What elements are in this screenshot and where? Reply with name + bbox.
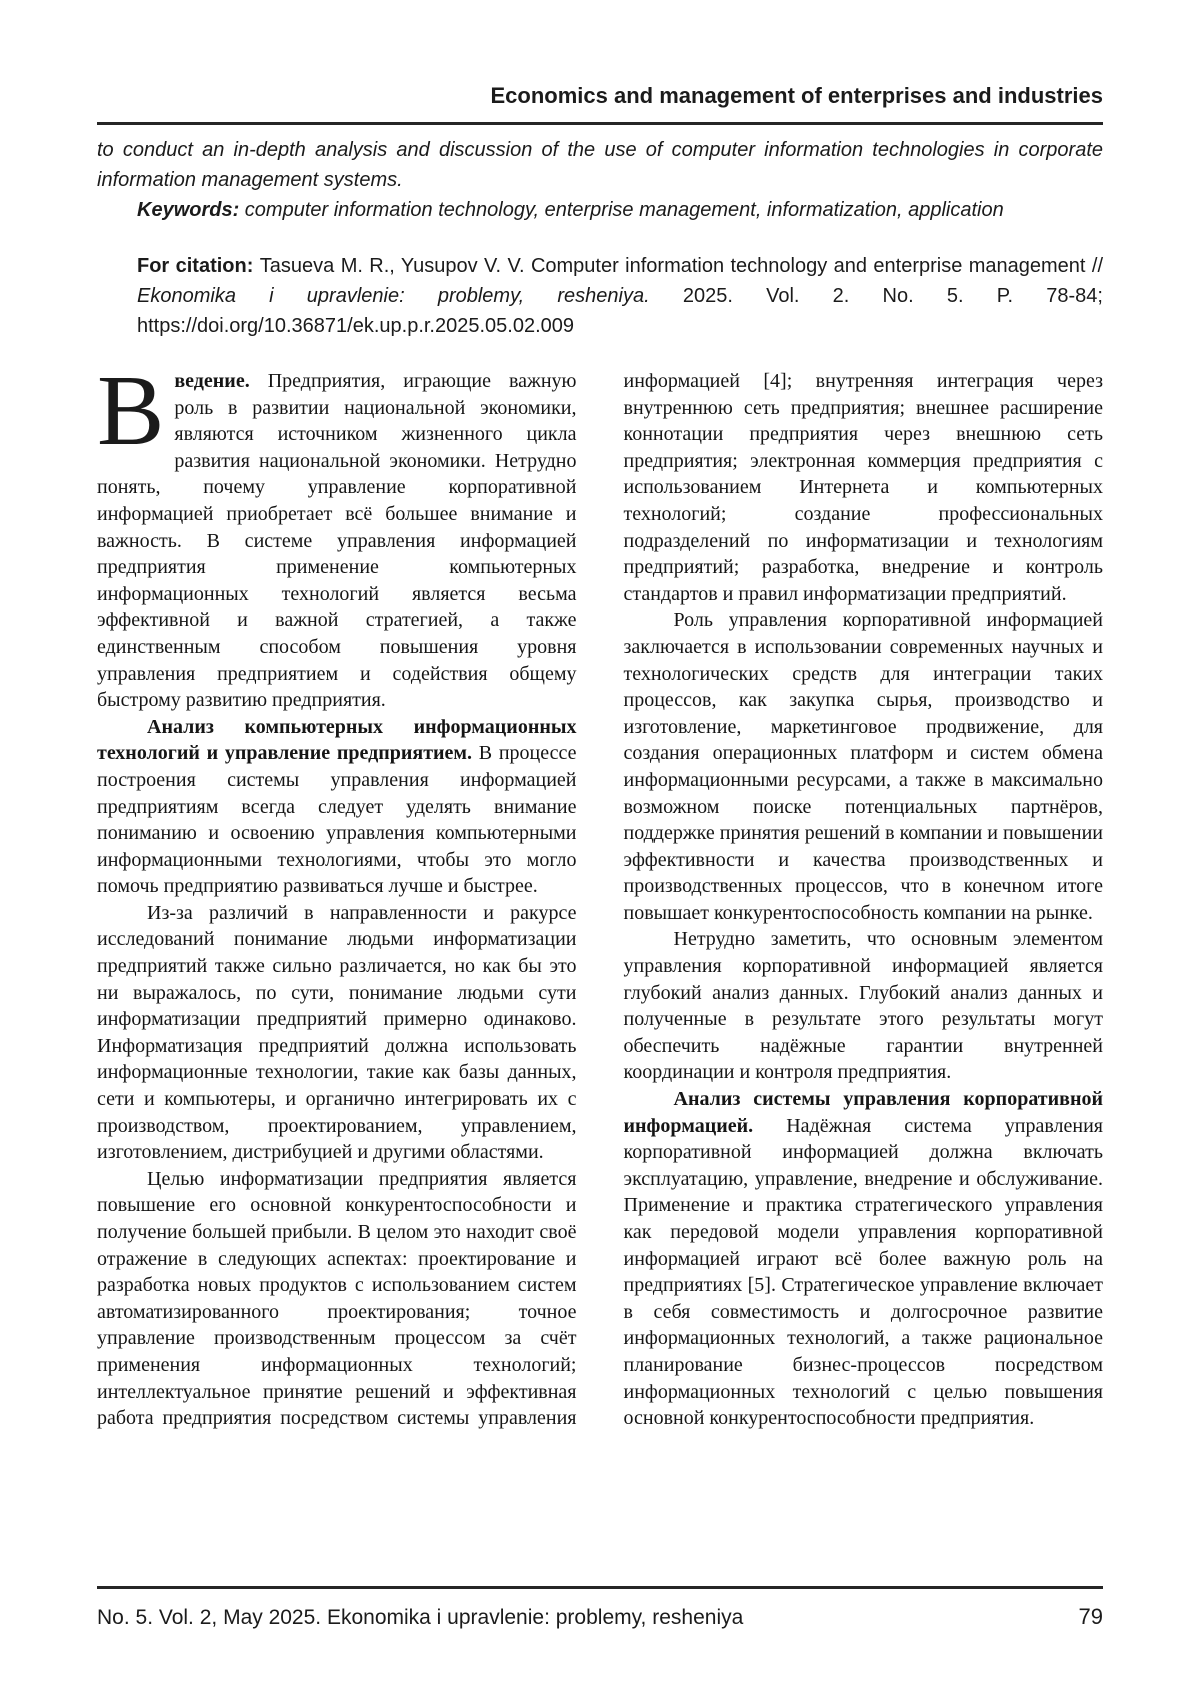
abstract-continuation: to conduct an in-depth analysis and discussion of the use of computer information technologies in corporate information management systems. bbox=[97, 139, 1103, 191]
paragraph-text: Роль управления корпоративной информацией заключается в использовании современных научных и технологических средств для интеграции таких процессов, как закупка сырья, производство и изготовление, маркетинговое продвижение, для создания операционных платформ и систем обмена информационными ресурсами, а также в максимально возможном поиске потенциальных партнёров, поддержке принятия решений в компании и повышении эффективности и качества производственных и производственных процессов, что в конечном итоге повышает конкурентоспособность компании на рынке. bbox=[623, 609, 1103, 924]
body-paragraph bbox=[97, 1166, 577, 1432]
body-paragraph bbox=[97, 900, 577, 1166]
citation-label: For citation: bbox=[137, 255, 260, 277]
citation-block bbox=[137, 251, 1103, 341]
paragraph-text: В процессе построения системы управления информацией предприятиям всегда следует уделять внимание пониманию и освоению управления компьютерными информационными технологиями, чтобы это могло помочь предприятию развиваться лучше и быстрее. bbox=[97, 742, 577, 898]
paragraph-bold-lead: Анализ системы управления корпоративной информацией. bbox=[623, 1088, 1103, 1137]
paragraph-text: Из-за различий в направленности и ракурсе исследований понимание людьми информатизации предприятий также сильно различается, но как бы это ни выражалось, по сути, понимание людьми сути информатизации предприятий примерно одинаково. Информатизация предприятий должна использовать информационные технологии, такие как базы данных, сети и компьютеры, и органично интегрировать их с производством, проектированием, управлением, изготовлением, дистрибуцией и другими областями. bbox=[97, 901, 577, 1164]
citation-volume-doi: 2025. Vol. 2. No. 5. P. 78-84; https://doi.org/10.36871/ek.up.p.r.2025.05.02.009 bbox=[137, 285, 1103, 337]
body-paragraph bbox=[624, 368, 1104, 607]
body-paragraph bbox=[97, 354, 577, 714]
paragraph-text: Целью информатизации предприятия является повышение его основной конкурентоспособности и получение большей прибыли. В целом это находит своё отражение в следующих аспектах: проектирование и разработка новых продуктов с использованием систем автоматизированного проектирования; точное управление производственным процессом за счёт применения информационных технологий; интеллектуальное принятие решений и эффективная работа предприятия посредством системы управления bbox=[97, 1167, 577, 1430]
footer-journal-line: No. 5. Vol. 2, May 2025. Ekonomika i upravlenie: problemy, resheniya bbox=[97, 1606, 744, 1629]
paragraph-bold-lead: ведение. bbox=[174, 370, 250, 392]
page-number: 79 bbox=[1078, 1604, 1103, 1629]
paragraph-text: Надёжная система управления корпоративной информацией должна включать эксплуатацию, управление, внедрение и обслуживание. Применение и практика стратегического управления как передовой модели управления корпоративной информацией играют всё более важную роль на предприятиях [5]. Стратегическое управление включает в себя совместимость и долгосрочное развитие информационных технологий, а также рациональное планирование бизнес-процессов посредством информационных технологий с целью повышения основной конкурентоспособности предприятия. bbox=[623, 1114, 1103, 1430]
article-body bbox=[97, 354, 1103, 1432]
paragraph-bold-lead: Анализ компьютерных информационных технологий и управление предприятием. bbox=[97, 715, 577, 765]
left-column bbox=[97, 354, 577, 1432]
keywords-text: computer information technology, enterprise management, informatization, application bbox=[239, 199, 1004, 221]
citation-source-italic: Ekonomika i upravlenie: problemy, resheniya. bbox=[137, 285, 650, 307]
paragraph-text: Предприятия, играющие важную роль в развитии национальной экономики, являются источником жизненного цикла развития национальной экономики. Нетрудно понять, почему управление корпоративной информацией приобретает всё большее внимание и важность. В системе управления информацией предприятия применение компьютерных информационных технологий является весьма эффективной и важной стратегией, а также единственным способом повышения уровня управления предприятием и содействия общему быстрому развитию предприятия. bbox=[97, 370, 577, 712]
header-rule bbox=[97, 122, 1103, 125]
drop-cap: В bbox=[97, 354, 165, 466]
keywords-line bbox=[97, 195, 1103, 225]
footer-rule bbox=[97, 1586, 1103, 1589]
paragraph-text: Нетрудно заметить, что основным элементом управления корпоративной информацией является глубокий анализ данных. Глубокий анализ данных и полученные в результате этого результаты могут обеспечить надёжные гарантии внутренней координации и контроля предприятия. bbox=[623, 928, 1103, 1084]
body-paragraph bbox=[624, 926, 1104, 1086]
body-paragraph bbox=[624, 607, 1104, 926]
paragraph-text: информацией [4]; внутренняя интеграция через внутреннюю сеть предприятия; внешнее расширение коннотации предприятия через внешнюю сеть предприятия; электронная коммерция предприятия с использованием Интернета и компьютерных технологий; создание профессиональных подразделений по информатизации и технологиям предприятий; разработка, внедрение и контроль стандартов и правил информатизации предприятий. bbox=[623, 370, 1103, 605]
body-paragraph bbox=[97, 714, 577, 900]
body-paragraph bbox=[624, 1086, 1104, 1432]
keywords-label: Keywords: bbox=[137, 199, 240, 221]
page-header bbox=[97, 84, 1103, 125]
running-head-title: Economics and management of enterprises and industries bbox=[490, 83, 1103, 108]
right-column bbox=[624, 368, 1104, 1432]
front-matter bbox=[97, 135, 1103, 341]
citation-authors-title: Tasueva M. R., Yusupov V. V. Computer information technology and enterprise management // bbox=[259, 255, 1103, 277]
page-footer bbox=[97, 1572, 1103, 1630]
